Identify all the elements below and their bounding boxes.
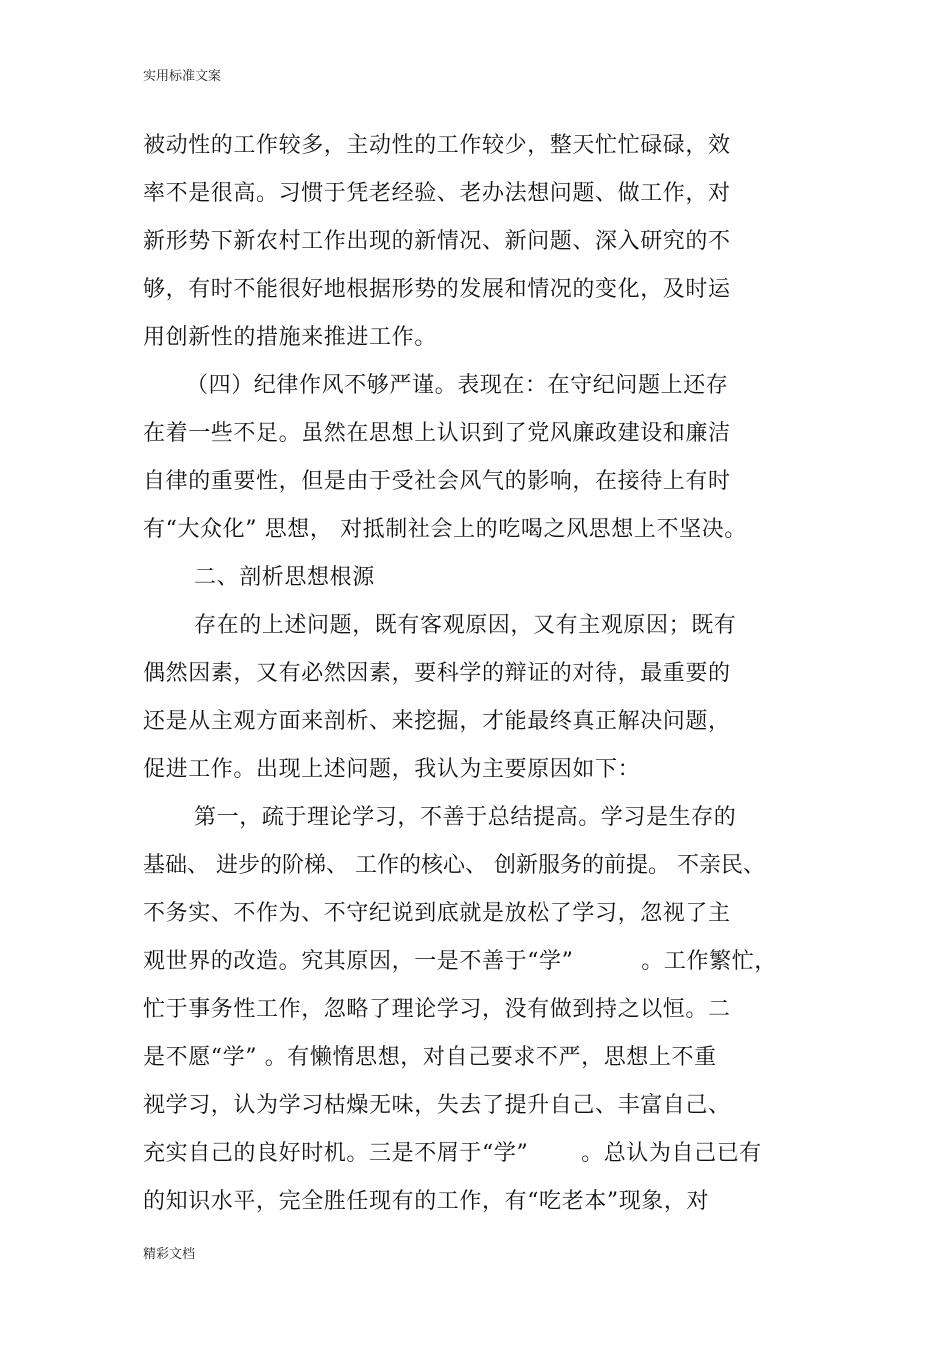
text-line: 存在的上述问题，既有客观原因，又有主观原因；既有 bbox=[194, 613, 737, 638]
text-line: 是不愿“学” 。有懒惰思想，对自己要求不严，思想上不重 bbox=[143, 1045, 717, 1070]
text-line: 忙于事务性工作，忽略了理论学习，没有做到持之以恒。二 bbox=[143, 997, 731, 1022]
text-line: 不务实、不作为、不守纪说到底就是放松了学习，忽视了主 bbox=[143, 901, 731, 926]
text-line: 用创新性的措施来推进工作。 bbox=[143, 325, 437, 350]
text-line: 有“大众化” 思想， 对抵制社会上的吃喝之风思想上不坚决。 bbox=[143, 517, 747, 542]
text-line: 新形势下新农村工作出现的新情况、新问题、深入研究的不 bbox=[143, 229, 731, 254]
text-line: 第一，疏于理论学习，不善于总结提高。学习是生存的 bbox=[194, 805, 737, 830]
text-line: 率不是很高。习惯于凭老经验、老办法想问题、做工作，对 bbox=[143, 181, 731, 206]
page-footer: 精彩文档 bbox=[143, 1247, 196, 1262]
page-header: 实用标准文案 bbox=[143, 69, 222, 84]
text-line: （四）纪律作风不够严谨。表现在：在守纪问题上还存 bbox=[186, 373, 729, 398]
text-line: 够，有时不能很好地根据形势的发展和情况的变化，及时运 bbox=[143, 277, 731, 302]
text-line: 被动性的工作较多，主动性的工作较少，整天忙忙碌碌，效 bbox=[143, 133, 731, 158]
text-line: 促进工作。出现上述问题，我认为主要原因如下： bbox=[143, 757, 641, 782]
text-line: 还是从主观方面来剖析、来挖掘，才能最终真正解决问题， bbox=[143, 709, 731, 734]
text-line: 在着一些不足。虽然在思想上认识到了党风廉政建设和廉洁 bbox=[143, 421, 731, 446]
text-line: 偶然因素，又有必然因素，要科学的辩证的对待，最重要的 bbox=[143, 661, 731, 686]
text-line: 充实自己的良好时机。三是不屑于“学” 。总认为自己已有 bbox=[143, 1141, 762, 1166]
text-line: 观世界的改造。究其原因，一是不善于“学” 。工作繁忙， bbox=[143, 949, 777, 974]
section-heading: 二、剖析思想根源 bbox=[194, 565, 375, 590]
text-line: 的知识水平，完全胜任现有的工作，有“吃老本”现象，对 bbox=[143, 1189, 710, 1214]
text-line: 自律的重要性，但是由于受社会风气的影响，在接待上有时 bbox=[143, 469, 731, 494]
text-line: 视学习，认为学习枯燥无味，失去了提升自己、丰富自己、 bbox=[143, 1093, 731, 1118]
text-line: 基础、 进步的阶梯、 工作的核心、 创新服务的前提。 不亲民、 bbox=[143, 853, 765, 878]
